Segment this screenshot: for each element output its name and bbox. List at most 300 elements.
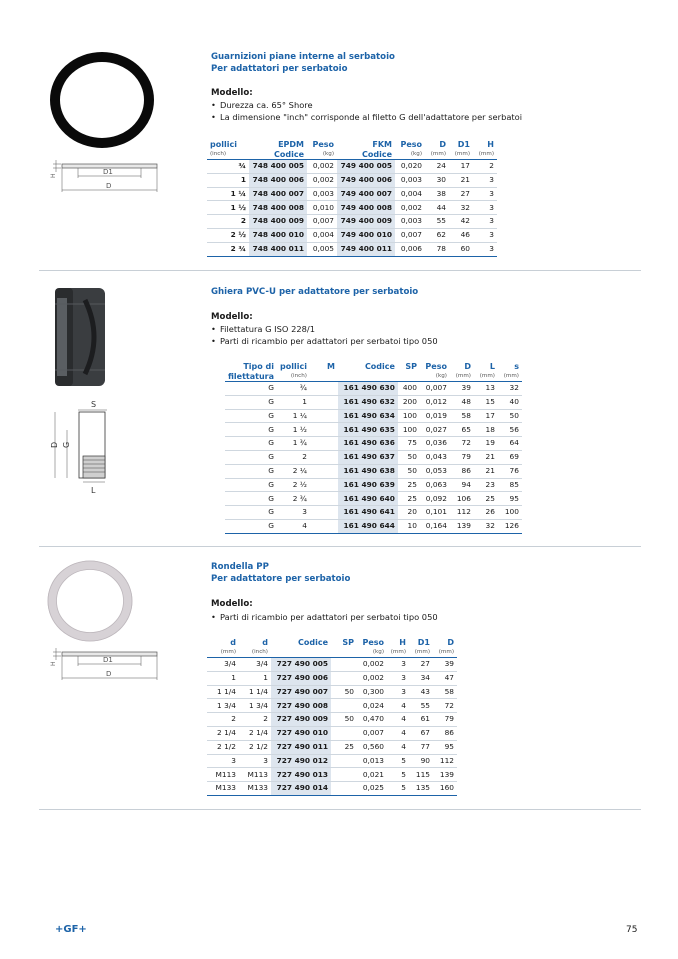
table-cell: 4 bbox=[277, 519, 310, 533]
table-cell: 161 490 640 bbox=[338, 492, 398, 506]
col-header: d bbox=[230, 638, 236, 647]
table-cell: 4 bbox=[387, 713, 409, 727]
table-cell: 4 bbox=[387, 740, 409, 754]
table-cell: 727 490 012 bbox=[271, 754, 331, 768]
table-cell: 32 bbox=[498, 382, 522, 396]
table-cell: 38 bbox=[425, 187, 449, 201]
col-unit: (mm) bbox=[449, 150, 473, 160]
dim-l-label: L bbox=[91, 486, 96, 495]
table-cell: 39 bbox=[433, 658, 457, 672]
table-cell: 5 bbox=[387, 768, 409, 782]
table-cell: 0,024 bbox=[357, 699, 387, 713]
table-cell: 161 490 636 bbox=[338, 437, 398, 451]
table-cell: 749 400 010 bbox=[337, 228, 395, 242]
table-cell: ¾ bbox=[207, 160, 249, 174]
table-cell: M113 bbox=[239, 768, 271, 782]
table-cell: 95 bbox=[498, 492, 522, 506]
table-cell: 2 ¾ bbox=[277, 492, 310, 506]
col-header: D bbox=[464, 362, 471, 371]
table-cell: 3 bbox=[239, 754, 271, 768]
table-cell: 0,021 bbox=[357, 768, 387, 782]
col-unit bbox=[338, 372, 398, 382]
table-cell: 749 400 008 bbox=[337, 201, 395, 215]
table-cell: 3 bbox=[207, 754, 239, 768]
table-cell: 748 400 009 bbox=[249, 215, 307, 229]
table-cell: 19 bbox=[474, 437, 498, 451]
bullet: • La dimensione "inch" corrisponde al filetto G dell'adattatore per serbatoi bbox=[211, 112, 522, 124]
table-cell: 25 bbox=[398, 478, 420, 492]
table-cell: 2 bbox=[207, 215, 249, 229]
table-cell: 115 bbox=[409, 768, 433, 782]
bullet: • Parti di ricambio per adattatori per serbatoi tipo 050 bbox=[211, 336, 438, 348]
table-cell: 0,002 bbox=[357, 658, 387, 672]
table-cell: 161 490 634 bbox=[338, 409, 398, 423]
table-cell: 2 bbox=[207, 713, 239, 727]
col-header: D1 bbox=[457, 140, 470, 149]
table-row bbox=[207, 726, 457, 740]
table-cell bbox=[310, 437, 338, 451]
table-cell: 95 bbox=[433, 740, 457, 754]
col-header: H bbox=[399, 638, 406, 647]
table-cell: 0,007 bbox=[307, 215, 337, 229]
table-cell: 100 bbox=[398, 423, 420, 437]
col-header: Peso bbox=[400, 140, 422, 149]
table-cell: 748 400 010 bbox=[249, 228, 307, 242]
col-unit bbox=[331, 648, 357, 658]
table-cell: 727 490 013 bbox=[271, 768, 331, 782]
table-cell: 72 bbox=[450, 437, 474, 451]
table-cell: 0,025 bbox=[357, 782, 387, 796]
table-row bbox=[207, 699, 457, 713]
table-cell: 0,004 bbox=[307, 228, 337, 242]
table-cell: 0,036 bbox=[420, 437, 450, 451]
table-cell: 17 bbox=[449, 160, 473, 174]
section2-model-heading: Modello: bbox=[211, 312, 253, 322]
table-row bbox=[207, 671, 457, 685]
section1-title-line1: Guarnizioni piane interne al serbatoio bbox=[211, 52, 395, 62]
table-row bbox=[207, 740, 457, 754]
table-cell bbox=[331, 726, 357, 740]
table-cell: 86 bbox=[433, 726, 457, 740]
table-cell: 43 bbox=[409, 685, 433, 699]
table-cell: 1 bbox=[207, 671, 239, 685]
section2-title-line1: Ghiera PVC-U per adattatore per serbatoio bbox=[211, 287, 419, 297]
col-unit bbox=[398, 372, 420, 382]
table-cell: 1 ¼ bbox=[277, 409, 310, 423]
table-cell: 161 490 632 bbox=[338, 395, 398, 409]
table-cell: 0,003 bbox=[395, 173, 425, 187]
table-cell: 13 bbox=[474, 382, 498, 396]
table-row bbox=[225, 519, 522, 533]
table-cell bbox=[310, 519, 338, 533]
table-row bbox=[207, 201, 497, 215]
table-row bbox=[207, 160, 497, 174]
table-cell: 0,004 bbox=[395, 187, 425, 201]
col-unit: (kg) bbox=[420, 372, 450, 382]
table-cell: 50 bbox=[398, 450, 420, 464]
table-cell bbox=[310, 423, 338, 437]
table-cell bbox=[310, 478, 338, 492]
table-cell: 0,010 bbox=[307, 201, 337, 215]
table-row bbox=[207, 754, 457, 768]
table-cell: 161 490 637 bbox=[338, 450, 398, 464]
section2-bullets bbox=[211, 324, 438, 347]
table-cell: 3 bbox=[277, 506, 310, 520]
dim-d-label: D bbox=[50, 441, 59, 448]
table-cell: 727 490 011 bbox=[271, 740, 331, 754]
section-divider bbox=[39, 809, 641, 810]
table-cell: 748 400 008 bbox=[249, 201, 307, 215]
col-header: L bbox=[489, 362, 495, 371]
table-row bbox=[225, 437, 522, 451]
table-cell: 2 ½ bbox=[207, 228, 249, 242]
table-cell: 100 bbox=[498, 506, 522, 520]
table-cell: 106 bbox=[450, 492, 474, 506]
table-cell: 727 490 006 bbox=[271, 671, 331, 685]
table-cell: 1 bbox=[207, 173, 249, 187]
col-header: SP bbox=[342, 638, 354, 647]
table-cell: 1 bbox=[239, 671, 271, 685]
table-cell: 3/4 bbox=[239, 658, 271, 672]
table-row bbox=[207, 685, 457, 699]
section1-bullets bbox=[211, 100, 522, 123]
table-cell: 65 bbox=[450, 423, 474, 437]
table-cell: 3 bbox=[387, 685, 409, 699]
col-unit: (mm) bbox=[473, 150, 497, 160]
table-cell: 42 bbox=[449, 215, 473, 229]
table-row bbox=[225, 506, 522, 520]
table-cell: 2 1/2 bbox=[207, 740, 239, 754]
table-cell: 5 bbox=[387, 754, 409, 768]
table-row bbox=[225, 423, 522, 437]
table-cell: 749 400 006 bbox=[337, 173, 395, 187]
table-row bbox=[225, 409, 522, 423]
col-unit: (inch) bbox=[277, 372, 310, 382]
table-cell: 2 ¾ bbox=[207, 242, 249, 256]
col-unit: (inch) bbox=[239, 648, 271, 658]
table-cell: 0,092 bbox=[420, 492, 450, 506]
table-cell: 2 1/2 bbox=[239, 740, 271, 754]
table-cell: 0,002 bbox=[307, 160, 337, 174]
col-unit: (mm) bbox=[498, 372, 522, 382]
table-row bbox=[225, 450, 522, 464]
ring-nut-image bbox=[45, 284, 110, 394]
table-cell: 5 bbox=[387, 782, 409, 796]
table-cell: 727 490 005 bbox=[271, 658, 331, 672]
table-cell: 139 bbox=[433, 768, 457, 782]
table-row bbox=[225, 395, 522, 409]
table-cell: 3 bbox=[473, 187, 497, 201]
col-unit: (kg) bbox=[395, 150, 425, 160]
col-header: SP bbox=[405, 362, 417, 371]
table-cell: 3 bbox=[473, 173, 497, 187]
gf-logo: +GF+ bbox=[55, 924, 87, 935]
table-cell: 72 bbox=[433, 699, 457, 713]
table-cell: 0,002 bbox=[357, 671, 387, 685]
table-cell: 10 bbox=[398, 519, 420, 533]
col-unit: (mm) bbox=[387, 648, 409, 658]
table-cell: 3 bbox=[473, 215, 497, 229]
table-cell: 200 bbox=[398, 395, 420, 409]
col-unit: (kg) bbox=[357, 648, 387, 658]
table-cell: 21 bbox=[474, 450, 498, 464]
table-row bbox=[207, 215, 497, 229]
section1-model-heading: Modello: bbox=[211, 88, 253, 98]
table-cell: 39 bbox=[450, 382, 474, 396]
table-cell: 161 490 639 bbox=[338, 478, 398, 492]
table-cell: 727 490 014 bbox=[271, 782, 331, 796]
table-cell: 0,002 bbox=[395, 201, 425, 215]
col-unit: (inch) bbox=[207, 150, 249, 160]
table-cell: 727 490 008 bbox=[271, 699, 331, 713]
table-cell: 748 400 011 bbox=[249, 242, 307, 256]
table-cell: 1 3/4 bbox=[239, 699, 271, 713]
table-cell: 400 bbox=[398, 382, 420, 396]
table-cell bbox=[310, 450, 338, 464]
table-cell: 50 bbox=[331, 685, 357, 699]
page-number: 75 bbox=[626, 925, 638, 935]
dim-d1-label: D1 bbox=[103, 656, 113, 664]
table-cell: 27 bbox=[409, 658, 433, 672]
table-cell: 0,003 bbox=[395, 215, 425, 229]
table-cell: 0,003 bbox=[307, 187, 337, 201]
col-header: Peso bbox=[362, 638, 384, 647]
col-unit: (kg) bbox=[307, 150, 337, 160]
section3-bullets bbox=[211, 612, 438, 624]
dim-s-label: S bbox=[91, 400, 97, 409]
bullet: • Durezza ca. 65° Shore bbox=[211, 100, 522, 112]
dim-d1-label: D1 bbox=[103, 168, 113, 176]
table-cell: 2 ¼ bbox=[277, 464, 310, 478]
table-cell: 75 bbox=[398, 437, 420, 451]
ring-nut-table bbox=[225, 362, 522, 534]
gasket-ring-image bbox=[45, 50, 160, 150]
table-cell bbox=[310, 395, 338, 409]
table-cell: 161 490 641 bbox=[338, 506, 398, 520]
col-header: D bbox=[439, 140, 446, 149]
table-cell: 748 400 005 bbox=[249, 160, 307, 174]
gasket-dimension-drawing bbox=[45, 158, 160, 200]
table-cell: ¾ bbox=[277, 382, 310, 396]
table-cell: M133 bbox=[207, 782, 239, 796]
table-row bbox=[225, 492, 522, 506]
table-cell: 58 bbox=[433, 685, 457, 699]
table-cell: 0,560 bbox=[357, 740, 387, 754]
table-cell: 20 bbox=[398, 506, 420, 520]
dim-h-label: H bbox=[50, 661, 57, 666]
table-cell: 0,020 bbox=[395, 160, 425, 174]
table-cell: 90 bbox=[409, 754, 433, 768]
table-cell: 32 bbox=[474, 519, 498, 533]
col-header: FKM bbox=[372, 140, 392, 149]
table-cell: 1 bbox=[277, 395, 310, 409]
table-cell: 749 400 009 bbox=[337, 215, 395, 229]
table-cell: 67 bbox=[409, 726, 433, 740]
table-row bbox=[207, 187, 497, 201]
section3-title-line1: Rondella PP bbox=[211, 562, 269, 572]
table-cell bbox=[331, 699, 357, 713]
table-cell: 4 bbox=[387, 699, 409, 713]
table-row bbox=[207, 242, 497, 256]
table-cell: 160 bbox=[433, 782, 457, 796]
section3-title-line2: Per adattatore per serbatoio bbox=[211, 573, 351, 584]
section3-title bbox=[211, 562, 350, 585]
table-cell bbox=[310, 409, 338, 423]
table-cell: 0,012 bbox=[420, 395, 450, 409]
table-cell: 749 400 005 bbox=[337, 160, 395, 174]
table-cell: 100 bbox=[398, 409, 420, 423]
bullet: • Parti di ricambio per adattatori per serbatoi tipo 050 bbox=[211, 612, 438, 624]
table-cell: 77 bbox=[409, 740, 433, 754]
col-unit: (mm) bbox=[433, 648, 457, 658]
table-cell: 60 bbox=[449, 242, 473, 256]
col-header: Codice bbox=[364, 362, 395, 371]
table-cell: 126 bbox=[498, 519, 522, 533]
table-cell: 0,019 bbox=[420, 409, 450, 423]
table-cell: 58 bbox=[450, 409, 474, 423]
table-cell: 1 3/4 bbox=[207, 699, 239, 713]
col-header: pollici bbox=[210, 140, 237, 149]
table-cell: 62 bbox=[425, 228, 449, 242]
table-cell: 3 bbox=[387, 658, 409, 672]
dim-h-label: H bbox=[50, 173, 57, 178]
col-unit: (mm) bbox=[450, 372, 474, 382]
table-row bbox=[207, 782, 457, 796]
table-cell: 27 bbox=[449, 187, 473, 201]
table-cell: 47 bbox=[433, 671, 457, 685]
table-cell: 40 bbox=[498, 395, 522, 409]
table-cell: 55 bbox=[409, 699, 433, 713]
table-cell: 0,053 bbox=[420, 464, 450, 478]
table-cell: G bbox=[225, 395, 277, 409]
table-cell: G bbox=[225, 464, 277, 478]
table-cell bbox=[331, 754, 357, 768]
table-cell bbox=[310, 492, 338, 506]
col-header: s bbox=[514, 362, 519, 371]
table-cell: 161 490 630 bbox=[338, 382, 398, 396]
col-header: pollici bbox=[280, 362, 307, 371]
col-header: d bbox=[262, 638, 268, 647]
col-unit: Codice bbox=[249, 150, 307, 160]
section1-title bbox=[211, 52, 395, 75]
table-row bbox=[225, 478, 522, 492]
col-unit: (mm) bbox=[207, 648, 239, 658]
table-cell: G bbox=[225, 506, 277, 520]
table-cell: 0,470 bbox=[357, 713, 387, 727]
table-row bbox=[225, 382, 522, 396]
table-cell: 727 490 010 bbox=[271, 726, 331, 740]
gasket-table bbox=[207, 140, 497, 257]
table-cell: 21 bbox=[449, 173, 473, 187]
table-cell: 25 bbox=[474, 492, 498, 506]
table-cell: 3 bbox=[473, 242, 497, 256]
table-cell: 727 490 009 bbox=[271, 713, 331, 727]
table-cell: 0,007 bbox=[395, 228, 425, 242]
table-cell: M113 bbox=[207, 768, 239, 782]
col-unit: Codice bbox=[337, 150, 395, 160]
table-cell: 1 ¾ bbox=[277, 437, 310, 451]
table-cell: 3 bbox=[387, 671, 409, 685]
table-cell: 21 bbox=[474, 464, 498, 478]
washer-image bbox=[45, 560, 135, 642]
table-cell: 78 bbox=[425, 242, 449, 256]
table-cell: 56 bbox=[498, 423, 522, 437]
bullet: • Filettatura G ISO 228/1 bbox=[211, 324, 438, 336]
table-cell: 26 bbox=[474, 506, 498, 520]
dim-g-label: G bbox=[62, 441, 71, 448]
table-cell: 749 400 011 bbox=[337, 242, 395, 256]
table-cell: 69 bbox=[498, 450, 522, 464]
table-cell: 79 bbox=[450, 450, 474, 464]
table-cell: G bbox=[225, 450, 277, 464]
table-cell: 61 bbox=[409, 713, 433, 727]
table-cell bbox=[331, 671, 357, 685]
col-header: EPDM bbox=[278, 140, 304, 149]
section1-title-line2: Per adattatori per serbatoio bbox=[211, 63, 348, 74]
table-cell bbox=[310, 464, 338, 478]
table-cell bbox=[310, 506, 338, 520]
table-cell: 0,300 bbox=[357, 685, 387, 699]
table-cell: 161 490 644 bbox=[338, 519, 398, 533]
washer-table bbox=[207, 638, 457, 796]
table-cell: 749 400 007 bbox=[337, 187, 395, 201]
table-cell: 50 bbox=[498, 409, 522, 423]
table-cell: 2 bbox=[277, 450, 310, 464]
table-cell: 161 490 638 bbox=[338, 464, 398, 478]
table-row bbox=[207, 228, 497, 242]
table-cell: 1 1/4 bbox=[207, 685, 239, 699]
table-row bbox=[207, 173, 497, 187]
washer-dimension-drawing bbox=[45, 646, 160, 688]
table-cell: G bbox=[225, 409, 277, 423]
table-cell: G bbox=[225, 423, 277, 437]
col-unit bbox=[271, 648, 331, 658]
table-cell: 139 bbox=[450, 519, 474, 533]
table-cell: 4 bbox=[387, 726, 409, 740]
table-cell: G bbox=[225, 437, 277, 451]
table-cell: 85 bbox=[498, 478, 522, 492]
col-header: Peso bbox=[425, 362, 447, 371]
table-cell bbox=[310, 382, 338, 396]
table-cell: 23 bbox=[474, 478, 498, 492]
table-cell: 0,164 bbox=[420, 519, 450, 533]
table-cell: 32 bbox=[449, 201, 473, 215]
table-cell: 2 bbox=[239, 713, 271, 727]
table-cell: 161 490 635 bbox=[338, 423, 398, 437]
table-row bbox=[225, 464, 522, 478]
dim-d-label: D bbox=[106, 670, 112, 678]
table-cell: 0,002 bbox=[307, 173, 337, 187]
table-cell: G bbox=[225, 492, 277, 506]
table-row bbox=[207, 768, 457, 782]
col-header: Codice bbox=[297, 638, 328, 647]
table-cell: 0,101 bbox=[420, 506, 450, 520]
table-cell: 30 bbox=[425, 173, 449, 187]
table-cell bbox=[331, 768, 357, 782]
table-cell: G bbox=[225, 382, 277, 396]
col-unit: (mm) bbox=[474, 372, 498, 382]
col-header: D bbox=[447, 638, 454, 647]
table-cell: 1 ½ bbox=[207, 201, 249, 215]
table-cell: 0,063 bbox=[420, 478, 450, 492]
table-cell: 3/4 bbox=[207, 658, 239, 672]
table-cell: 0,043 bbox=[420, 450, 450, 464]
table-cell: 2 1/4 bbox=[207, 726, 239, 740]
table-cell: 1 1/4 bbox=[239, 685, 271, 699]
table-cell: 50 bbox=[331, 713, 357, 727]
section2-title bbox=[211, 287, 418, 299]
table-cell: 0,006 bbox=[395, 242, 425, 256]
